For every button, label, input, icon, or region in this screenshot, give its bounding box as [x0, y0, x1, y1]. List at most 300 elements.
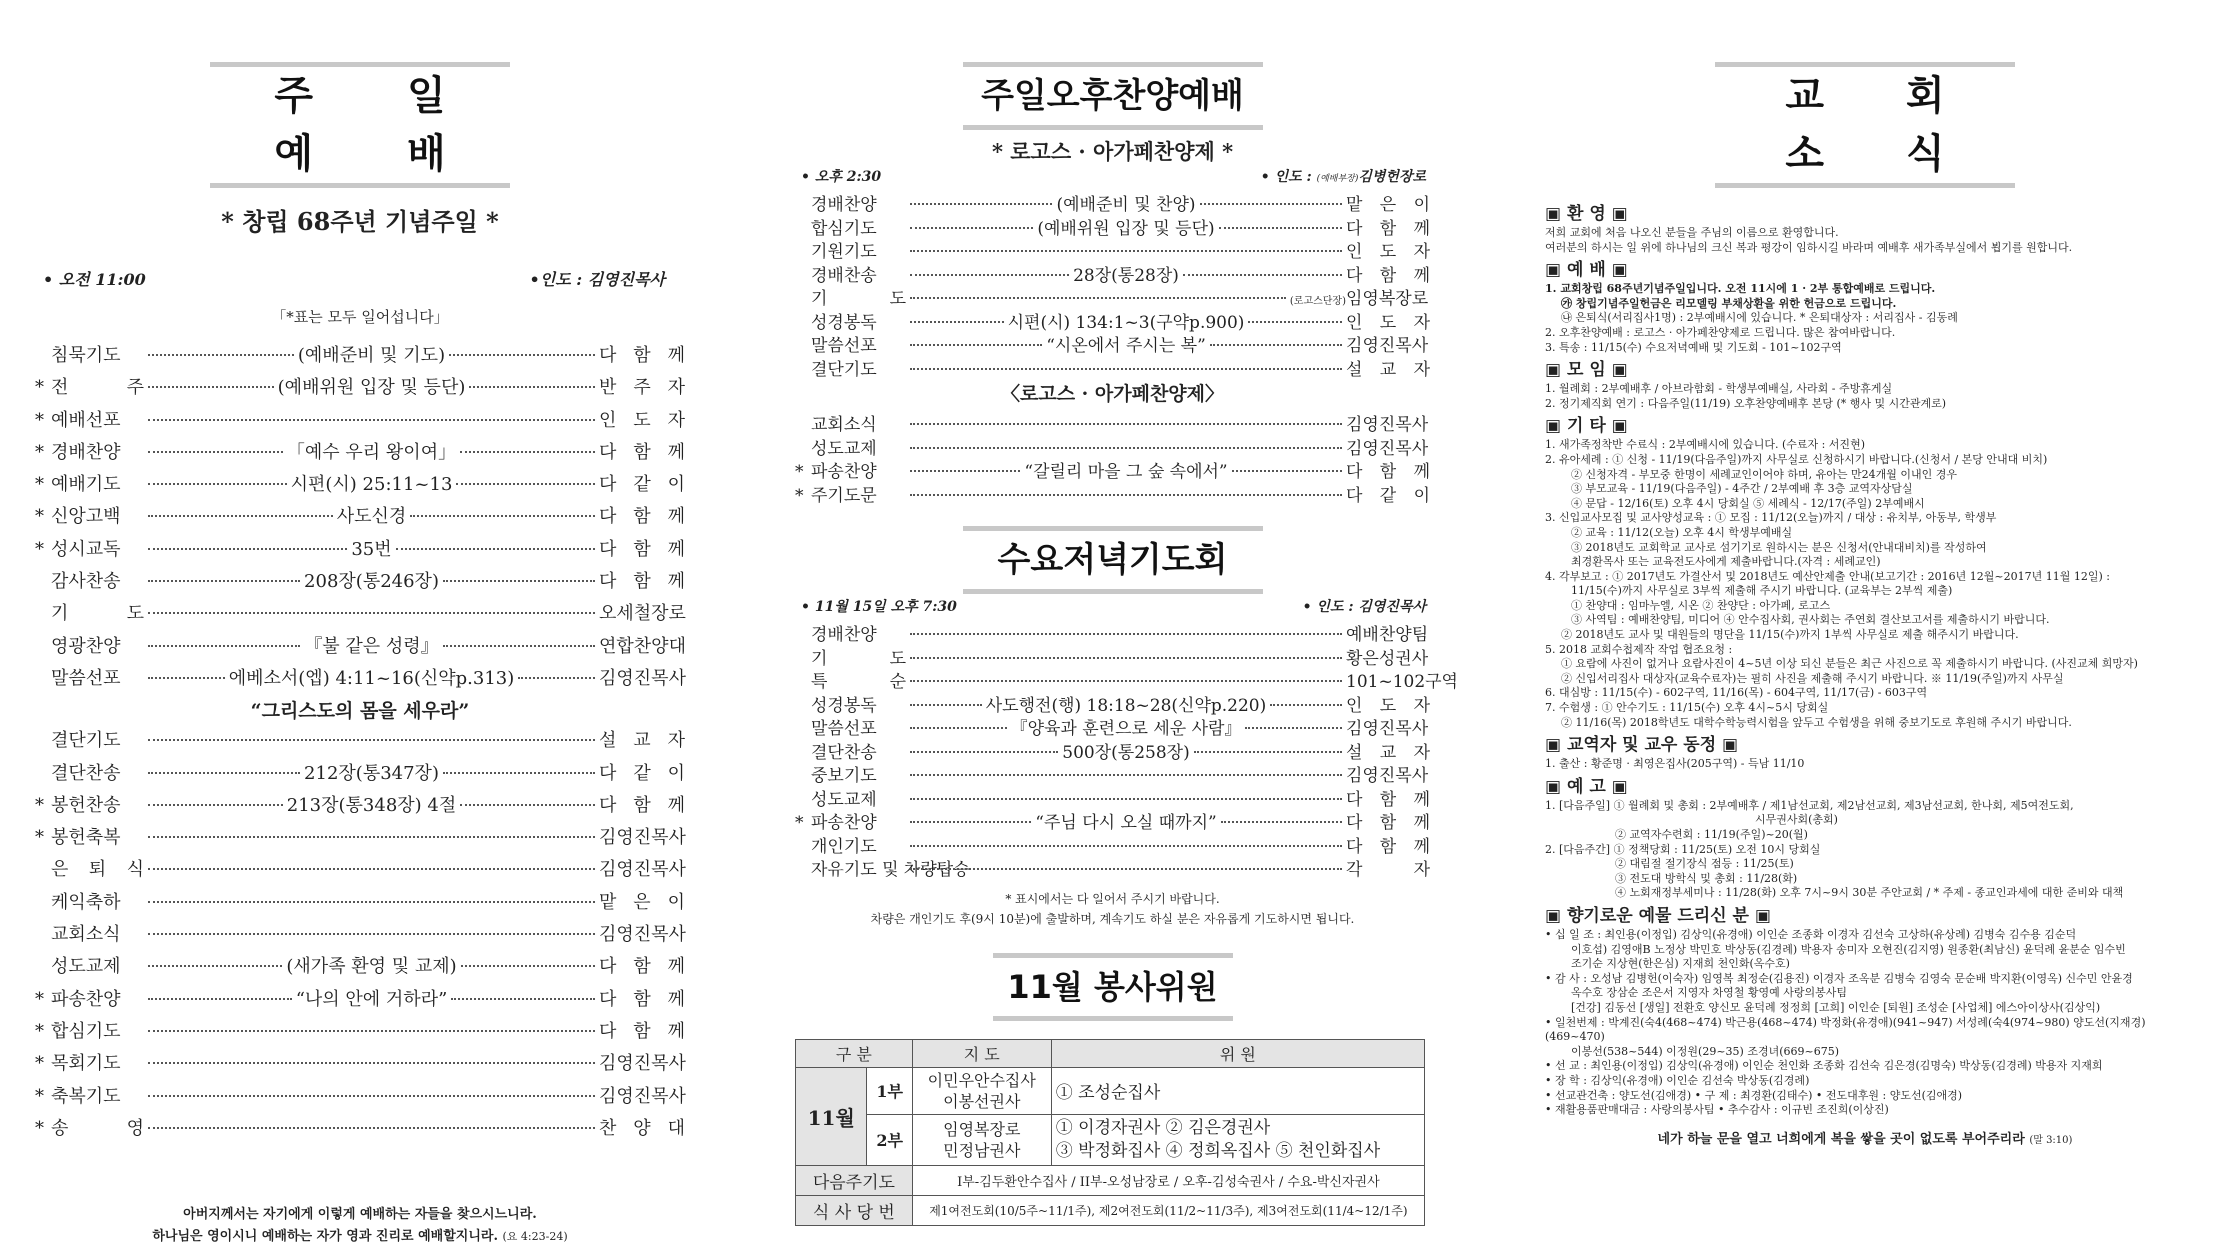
program-person: 예배찬양팀 [1346, 625, 1429, 645]
program-person: 설 교 자 [1346, 359, 1430, 380]
standing-mark: * [35, 827, 44, 849]
program-row [35, 855, 685, 887]
news-item: 11/15(수)까지 사무실로 3부씩 제출해 주시기 바랍니다. (교육부는 2부씩 제출) [1571, 584, 1953, 598]
column-church-news [1545, 0, 2185, 1240]
wednesday-title: 수요저녁기도회 [997, 540, 1228, 580]
news-item: ③ 전도대 방학식 및 총회 : 11/28(화) [1615, 871, 1798, 885]
program-person: 101~102구역 [1346, 672, 1458, 692]
leader-dots [148, 483, 287, 485]
sermon-title: “그리스도의 몸을 세우라” [250, 700, 470, 723]
news-item: ② 신입서리집사 대상자(교육수료자)는 필히 사진을 제출해 주시기 바랍니다. ※ 11/19(주일)까지 사무실 [1561, 671, 2064, 685]
news-item: 1. 출산 : 황준명 · 최영은집사(205구역) - 득남 11/10 [1545, 757, 1805, 771]
news-item: ② 대림절 절기장식 점등 : 11/25(토) [1615, 857, 1794, 871]
program-person: 다 함 께 [599, 988, 686, 1010]
church-news-title: 교 회 소 식 [1785, 73, 1979, 177]
news-item: 2. [다음주간] ① 정책당회 : 11/25(토) 오전 10시 당회실 [1545, 842, 1821, 856]
closing-verse: 네가 하늘 문을 열고 너희에게 복을 쌓을 곳이 없도록 부어주리라 (말 3:10) [1657, 1131, 2073, 1147]
leader-dots [910, 821, 1031, 823]
news-item: 2. 정기제직회 연기 : 다음주일(11/19) 오후찬양예배후 본당 (* 행사 및 시간관계로) [1545, 396, 1947, 410]
section-worship: ▣ 예 배 ▣ [1545, 260, 1628, 281]
festival-heading: 〈로고스 · 아가페찬양제〉 [1000, 383, 1225, 405]
program-label: 결단기도 [811, 359, 877, 380]
leader-dots [910, 774, 1342, 776]
program-label: 영광찬양 [51, 635, 121, 657]
program-label: 성시교독 [51, 538, 121, 560]
leader-dots [148, 965, 282, 967]
news-item: ① 요람에 사진이 없거나 요람사진이 4~5년 이상 되신 분들은 최근 사진으로 꼭 제출하시기 바랍니다. (사진교체 희망자) [1561, 657, 2138, 671]
leader-dots [443, 645, 595, 647]
offering-line: • 선교관건축 : 양도선(김애경) • 구 제 : 최경환(김태수) • 전도대후원 : 양도선(김애경) [1545, 1088, 1963, 1102]
program-label: 자유기도 및 차량탑승 [811, 860, 970, 880]
program-row [35, 759, 685, 791]
news-item: ② 신청자격 - 부모중 한명이 세례교인이어야 하며, 유아는 만24개월 이내인 경우 [1571, 467, 1957, 481]
program-label: 특 순 [811, 672, 906, 692]
news-item: ② 교역자수련회 : 11/19(주일)~20(월) [1615, 828, 1808, 841]
program-detail: (예배위원 입장 및 등단) [1037, 218, 1215, 239]
welcome-line: 저희 교회에 처음 나오신 분들을 주님의 이름으로 환영합니다. [1545, 226, 1839, 239]
program-label: 파송찬양 [811, 462, 877, 482]
leader-dots [148, 1062, 595, 1064]
program-row [35, 791, 685, 823]
program-person: 다 함 께 [599, 794, 686, 816]
program-label: 침묵기도 [51, 345, 121, 366]
program-detail: 시편(시) 134:1~3(구약p.900) [1007, 312, 1245, 333]
program-person: 다 함 께 [599, 956, 686, 978]
news-item: ③ 부모교육 - 11/19(다음주일) - 4주간 / 2부예배 후 3층 교역자상담실 [1571, 482, 1913, 496]
program-person: 다 함 께 [1346, 813, 1430, 833]
program-note: (로고스단장) [1289, 296, 1346, 307]
program-row [35, 406, 685, 438]
leader-dots [451, 998, 595, 1000]
leader-dots [148, 354, 294, 356]
leader-dots [148, 677, 225, 679]
program-detail: 사도행전(행) 18:18~28(신약p.220) [985, 695, 1267, 716]
wednesday-time: • 11월 15일 오후 7:30 [801, 599, 957, 615]
service-meta [43, 267, 665, 290]
leader-dots [443, 580, 595, 582]
standing-mark: * [35, 377, 44, 399]
news-item: 2. 오후찬양예배 : 로고스 · 아가페찬양제로 드립니다. 많은 참여바랍니다. [1545, 325, 1896, 339]
festival-subtitle: * 로고스 · 아가페찬양제 * [991, 139, 1234, 164]
leader-dots [449, 354, 595, 356]
leader-dots [148, 419, 595, 421]
program-detail: 『양육과 훈련으로 세운 사람』 [1010, 719, 1242, 739]
offering-line: 이호섭) 김영애B 노정상 박민호 박상동(김경례) 박용자 송미자 오현진(김지영) 원종환(최남신) 윤덕례 윤분순 임수빈 [1571, 942, 2126, 956]
program-label: 성경봉독 [811, 312, 877, 333]
vehicle-note: 차량은 개인기도 후(9시 10분)에 출발하며, 계속기도 하실 분은 자유롭게 기도하시면 됩니다. [870, 911, 1355, 926]
standing-mark: * [35, 538, 44, 560]
program-detail: 사도신경 [336, 506, 407, 528]
program-person: 김영진목사 [599, 1085, 686, 1107]
program-detail: (새가족 환영 및 교제) [286, 956, 457, 978]
leader-dots [910, 494, 1342, 496]
volunteers-header [993, 953, 1233, 1021]
program-label: 파송찬양 [51, 988, 121, 1010]
program-person: 인 도 자 [599, 409, 685, 431]
leader-dots [910, 470, 1020, 472]
program-detail: (예배위원 입장 및 등단) [277, 377, 466, 399]
afternoon-order-part1 [795, 190, 1430, 378]
program-row [35, 664, 685, 696]
program-person: 다 함 께 [599, 345, 685, 366]
program-label: 은 퇴 식 [51, 859, 144, 881]
leader-dots [910, 845, 1342, 847]
news-item: ㉮ 창립기념주일헌금은 리모델링 부채상환을 위한 헌금으로 드립니다. [1561, 296, 1897, 310]
program-row [35, 438, 685, 470]
standing-mark: * [35, 988, 44, 1010]
leader-dots [148, 580, 300, 582]
news-item: 1. 월례회 : 2부예배후 / 아브라함회 - 학생부예배실, 사라회 - 주방휴게실 [1545, 382, 1893, 396]
leader-dots [1194, 751, 1342, 753]
news-item: 4. 각부보고 : ① 2017년도 가결산서 및 2018년도 예산안제출 안내(보고기간 : 2016년 12월~2017년 11월 12일) : [1545, 569, 2110, 583]
program-person: 다 같 이 [599, 474, 686, 496]
leader-dots [910, 368, 1342, 370]
program-row [795, 308, 1430, 332]
leader-dots [1210, 344, 1342, 346]
program-person: 오세철장로 [599, 603, 686, 625]
program-label: 경배찬양 [811, 625, 877, 645]
leader-dots [1248, 321, 1342, 323]
standing-mark: * [795, 462, 804, 482]
news-item: ③ 사역팀 : 예배찬양팀, 미디어 ④ 안수집사회, 권사회는 주연회 결산보고서를 제출하시기 바랍니다. [1571, 613, 2050, 627]
welcome-line: 여러분의 하시는 일 위에 하나님의 크신 복과 평강이 임하시길 바라며 예배후 새가족부실에서 뵙기를 원합니다. [1545, 240, 2073, 254]
program-row [795, 808, 1430, 832]
leader-dots [148, 451, 283, 453]
table-row [796, 1067, 1425, 1114]
program-label: 케익축하 [51, 891, 121, 913]
program-person: 찬 양 대 [599, 1117, 685, 1139]
news-item: ② 11/16(목) 2018학년도 대학수학능력시험을 앞두고 수험생을 위해 중보기도로 후원해 주시기 바랍니다. [1561, 715, 2072, 729]
program-row [795, 190, 1430, 214]
news-item: ④ 노회재정부세미나 : 11/28(화) 오후 7시~9시 30분 주안교회 / * 주제 - 종교인과세에 대한 준비와 대책 [1615, 886, 2124, 900]
offering-line: 조기순 지상현(한은심) 지재희 천인화(옥수호) [1571, 957, 1790, 971]
section-etc: ▣ 기 타 ▣ [1545, 416, 1628, 437]
standing-mark: * [35, 1020, 44, 1042]
program-person: 다 함 께 [599, 571, 686, 593]
program-person: 다 함 께 [1346, 789, 1430, 810]
program-row [795, 832, 1430, 856]
order-of-worship-part2 [35, 726, 685, 1146]
program-person: 김영진목사 [1346, 336, 1429, 356]
program-row [35, 535, 685, 567]
news-item: ④ 문답 - 12/16(토) 오후 4시 당회실 ⑤ 세례식 - 12/17(주일) 2부예배시 [1571, 496, 1925, 510]
leader-dots [1221, 821, 1342, 823]
standing-mark: * [35, 441, 44, 463]
afternoon-worship-title: 주일오후찬양예배 [981, 76, 1244, 116]
program-label: 예배선포 [51, 409, 121, 431]
leader-dots [910, 321, 1004, 323]
program-label: 기 도 [51, 603, 144, 625]
afternoon-meta [801, 166, 1426, 186]
program-row [795, 714, 1430, 738]
news-item: ㉯ 은퇴식(서리집사1명) : 2부예배시에 있습니다. * 은퇴대상자 : 서리집사 - 김동례 [1561, 311, 1958, 325]
program-row [35, 1082, 685, 1114]
leader-dots [148, 933, 595, 935]
news-item: 3. 신입교사모집 및 교사양성교육 : ① 모집 : 11/12(오늘)까지 / 대상 : 유치부, 아동부, 학생부 [1545, 511, 1997, 525]
program-label: 경배찬양 [51, 441, 121, 463]
standing-mark: * [35, 1085, 44, 1107]
table-header-row [796, 1039, 1425, 1067]
leader-dots [910, 297, 1286, 299]
program-label: 합심기도 [51, 1020, 121, 1042]
offering-line: • 선 교 : 최인용(이정입) 김상익(유경애) 이인순 천인화 조종화 김선숙 김은경(김명숙) 박상동(김경례) 박용자 지재희 [1545, 1059, 2103, 1073]
program-detail: 시편(시) 25:11~13 [290, 474, 453, 496]
program-label: 축복기도 [51, 1085, 121, 1107]
leader-dots [148, 645, 300, 647]
header-member: 위 원 [1051, 1039, 1424, 1067]
program-person: 김영진목사 [599, 924, 686, 946]
offering-line: • 일천번제 : 박계진(숙4(468~474) 박근용(468~474) 박정화(유경애)(941~947) 서성례(숙4(974~980) 양도선(지재경)(469~470) [1545, 1015, 2146, 1044]
standing-note-2: * 표시에서는 다 일어서 주시기 바랍니다. [1005, 891, 1220, 906]
wednesday-meta [801, 596, 1426, 616]
leader-dots [910, 657, 1342, 659]
volunteers-table [795, 1039, 1425, 1226]
meal-duty-label: 식 사 당 번 [796, 1195, 913, 1225]
standing-mark: * [35, 474, 44, 496]
wednesday-order [795, 620, 1458, 880]
program-label: 말씀선포 [51, 667, 121, 689]
leader-dots [460, 451, 595, 453]
offering-line: 옥수호 장삼순 조은서 지영자 차영철 황영예 사랑의봉사팀 [1571, 986, 1848, 1000]
order-of-worship-part1 [35, 341, 685, 696]
program-label: 예배기도 [51, 474, 121, 496]
program-person: 김영진목사 [1346, 719, 1429, 739]
program-row [795, 410, 1430, 434]
leader-dots [396, 548, 595, 550]
program-label: 감사찬송 [51, 571, 121, 593]
program-row [35, 920, 685, 952]
program-row [795, 481, 1430, 505]
program-row [35, 632, 685, 664]
program-person: 김영진목사 [1346, 766, 1429, 786]
program-label: 경배찬송 [811, 265, 877, 286]
program-label: 주기도문 [811, 485, 877, 506]
program-person: 다 함 께 [1346, 836, 1430, 857]
news-item: 6. 대심방 : 11/15(수) - 602구역, 11/16(목) - 604구역, 11/17(금) - 603구역 [1545, 686, 1928, 700]
program-row [35, 1049, 685, 1081]
program-label: 기 도 [811, 289, 906, 309]
program-detail: 28장(통28장) [1073, 265, 1179, 286]
service-leader: •인도 : 김영진목사 [529, 270, 665, 289]
footer-line-2: 하나님은 영이시니 예배하는 자가 영과 진리로 예배할지니라. (요 4:23-24) [152, 1229, 568, 1245]
program-row [795, 331, 1430, 355]
program-person: 다 함 께 [599, 538, 686, 560]
program-label: 말씀선포 [811, 719, 877, 739]
program-person: 각 자 [1346, 860, 1430, 880]
program-person: 다 함 께 [599, 506, 685, 528]
news-item: 5. 2018 교회수첩제작 작업 협조요청 : [1545, 642, 1733, 656]
program-person: 연합찬양대 [599, 635, 686, 657]
leader-dots [148, 515, 333, 517]
program-label: 개인기도 [811, 836, 877, 857]
program-row [35, 470, 685, 502]
program-detail: 500장(통258장) [1062, 742, 1190, 763]
sunday-worship-title: 주 일 예 배 [274, 73, 486, 177]
church-news-body [1545, 202, 2185, 1118]
program-person: 임영복장로 [1346, 289, 1429, 309]
standing-mark: * [795, 813, 804, 833]
part1-cell: 1부 [867, 1067, 912, 1114]
program-row [795, 284, 1430, 308]
leader-dots [910, 250, 1342, 252]
news-item: ② 2018년도 교사 및 대원들의 명단을 11/15(수)까지 1부씩 사무실로 제출 해주시기 바랍니다. [1561, 628, 2019, 642]
column-afternoon-worship [795, 0, 1458, 1240]
part1-members: ① 조성순집사 [1051, 1067, 1424, 1114]
program-detail: “갈릴리 마을 그 숲 속에서” [1024, 462, 1228, 482]
program-person: 김영진목사 [599, 1053, 686, 1075]
program-row [795, 355, 1430, 379]
leader-dots [1232, 470, 1342, 472]
program-row [795, 785, 1430, 809]
leader-dots [910, 274, 1069, 276]
program-label: 결단기도 [51, 730, 121, 752]
program-row [795, 261, 1430, 285]
program-detail: “주님 다시 오실 때까지” [1035, 813, 1217, 833]
standing-mark: * [35, 409, 44, 431]
leader-dots [148, 1030, 595, 1032]
program-row [35, 726, 685, 758]
next-week-value: I부-김두환안수집사 / II부-오성남장로 / 오후-김성숙권사 / 수요-박신자권사 [912, 1165, 1424, 1195]
leader-dots [148, 386, 274, 388]
leader-dots [461, 965, 595, 967]
program-row [35, 373, 685, 405]
program-person: 다 같 이 [599, 762, 686, 784]
program-label: 송 영 [51, 1117, 144, 1139]
leader-dots [910, 633, 1342, 635]
news-item: 1. 교회창립 68주년기념주일입니다. 오전 11시에 1 · 2부 통합예배로 드립니다. [1545, 282, 1936, 296]
wednesday-leader: • 인도 : 김영진목사 [1302, 599, 1426, 615]
wednesday-header [963, 526, 1263, 594]
program-label: 경배찬양 [811, 195, 877, 215]
program-label: 성경봉독 [811, 695, 877, 716]
leader-dots [460, 804, 595, 806]
news-item: 7. 수험생 : ① 안수기도 : 11/15(수) 오후 4시~5시 당회실 [1545, 701, 1829, 715]
offering-line: [건강] 김동선 [생일] 전환호 양신모 윤덕례 정정희 [고희] 이인순 [퇴원] 조성순 [사업체] 에스아이상사(김상익) [1571, 1000, 2101, 1014]
program-person: 김영진목사 [1346, 415, 1429, 435]
section-staff: ▣ 교역자 및 교우 동정 ▣ [1545, 735, 1739, 756]
program-label: 성도교제 [51, 956, 121, 978]
program-row [35, 599, 685, 631]
volunteers-title: 11월 봉사위원 [1007, 967, 1218, 1006]
program-row [35, 823, 685, 855]
standing-note: 「*표는 모두 일어섭니다」 [271, 308, 449, 326]
news-item: 2. 유아세례 : ① 신청 - 11/19(다음주일)까지 사무실로 신청하시기 바랍니다.(신청서 / 본당 안내대 비치) [1545, 452, 2048, 466]
program-row [35, 952, 685, 984]
news-item: ② 교육 : 11/12(오늘) 오후 4시 학생부예배실 [1571, 525, 1793, 539]
scripture-footer [35, 1204, 685, 1248]
program-label: 신앙고백 [51, 506, 121, 528]
news-item: ① 찬양대 : 임마누엘, 시온 ② 찬양단 : 아가페, 로고스 [1571, 598, 1831, 612]
standing-mark: * [35, 1117, 44, 1139]
program-row [795, 434, 1430, 458]
program-person: 인 도 자 [1346, 695, 1430, 716]
standing-mark: * [35, 506, 44, 528]
program-person: 맡 은 이 [599, 891, 685, 913]
program-person: 인 도 자 [1346, 242, 1430, 262]
program-label: 전 주 [51, 377, 144, 399]
offering-line: • 감 사 : 오성남 김병헌(이숙자) 임영복 최정순(김용진) 이경자 조옥분 김병숙 김영숙 문순배 박지환(이영옥) 신수민 안윤경 [1545, 971, 2133, 985]
program-label: 결단찬송 [811, 742, 877, 763]
program-person: 맡 은 이 [1346, 195, 1430, 215]
offering-line: • 재활용품판매대금 : 사랑의봉사팀 • 추수감사 : 이규빈 조진희(이상진) [1545, 1103, 1889, 1117]
program-person: 김영진목사 [599, 827, 686, 849]
program-row [795, 855, 1430, 879]
program-label: 말씀선포 [811, 336, 877, 356]
standing-mark: * [795, 485, 804, 506]
leader-dots [148, 868, 595, 870]
leader-dots [148, 772, 300, 774]
program-person: 다 함 께 [1346, 462, 1430, 482]
table-row [796, 1165, 1425, 1195]
program-row [35, 1017, 685, 1049]
part1-lead: 이민우안수집사 이봉선권사 [912, 1067, 1051, 1114]
program-row [795, 738, 1430, 762]
program-row [795, 667, 1458, 692]
standing-mark: * [35, 794, 44, 816]
afternoon-time: • 오후 2:30 [801, 169, 882, 185]
offering-line: • 장 학 : 김상익(유경애) 이인순 김선숙 박상동(김경례) [1545, 1073, 1810, 1087]
program-label: 파송찬양 [811, 813, 877, 833]
program-row [35, 985, 685, 1017]
program-person: 다 함 께 [1346, 218, 1430, 239]
program-person: 다 함 께 [1346, 265, 1431, 286]
leader-dots [910, 680, 1342, 682]
program-person: 김영진목사 [1346, 438, 1429, 459]
leader-dots [443, 772, 595, 774]
program-row [35, 567, 685, 599]
news-item: 1. 새가족정착반 수료식 : 2부예배시에 있습니다. (수료자 : 서진현) [1545, 438, 1865, 452]
service-time: • 오전 11:00 [43, 270, 146, 289]
leader-dots [148, 1095, 595, 1097]
program-label: 목회기도 [51, 1053, 121, 1075]
program-row [795, 214, 1430, 238]
footer-line-1: 아버지께서는 자기에게 이렇게 예배하는 자들을 찾으시느니라. [183, 1207, 537, 1223]
program-row [795, 691, 1430, 715]
leader-dots [910, 423, 1342, 425]
leader-dots [148, 804, 283, 806]
leader-dots [148, 901, 595, 903]
leader-dots [910, 704, 982, 706]
program-detail: 212장(통347장) [304, 762, 439, 784]
leader-dots [1183, 274, 1342, 276]
program-person: 설 교 자 [1346, 742, 1430, 763]
program-row [795, 457, 1430, 481]
program-label: 성도교제 [811, 438, 877, 459]
program-row [795, 237, 1430, 261]
section-welcome: ▣ 환 영 ▣ [1545, 204, 1628, 224]
leader-dots [518, 677, 595, 679]
program-detail: 208장(통246장) [304, 571, 439, 593]
part2-lead: 임영복장로 민정남권사 [912, 1114, 1051, 1165]
wednesday-notes [795, 889, 1430, 929]
leader-dots [910, 751, 1058, 753]
program-label: 성도교제 [811, 789, 877, 810]
program-row [795, 761, 1430, 785]
leader-dots [1200, 203, 1342, 205]
anniversary-subtitle: * 창립 68주년 기념주일 * [221, 207, 499, 236]
section-notice: ▣ 예 고 ▣ [1545, 776, 1628, 797]
leader-dots [456, 483, 595, 485]
table-row [796, 1195, 1425, 1225]
leader-dots [469, 386, 595, 388]
leader-dots [148, 1127, 595, 1129]
news-item: ③ 2018년도 교회학교 교사로 섬기기로 원하시는 분은 신청서(안내대비치)를 작성하여 [1571, 540, 1987, 554]
section-offering: ▣ 향기로운 예물 드리신 분 ▣ [1545, 905, 1771, 926]
leader-dots [148, 998, 292, 1000]
month-cell: 11월 [796, 1067, 867, 1165]
program-person: 다 함 께 [599, 1020, 685, 1042]
program-person: 김영진목사 [599, 859, 686, 881]
